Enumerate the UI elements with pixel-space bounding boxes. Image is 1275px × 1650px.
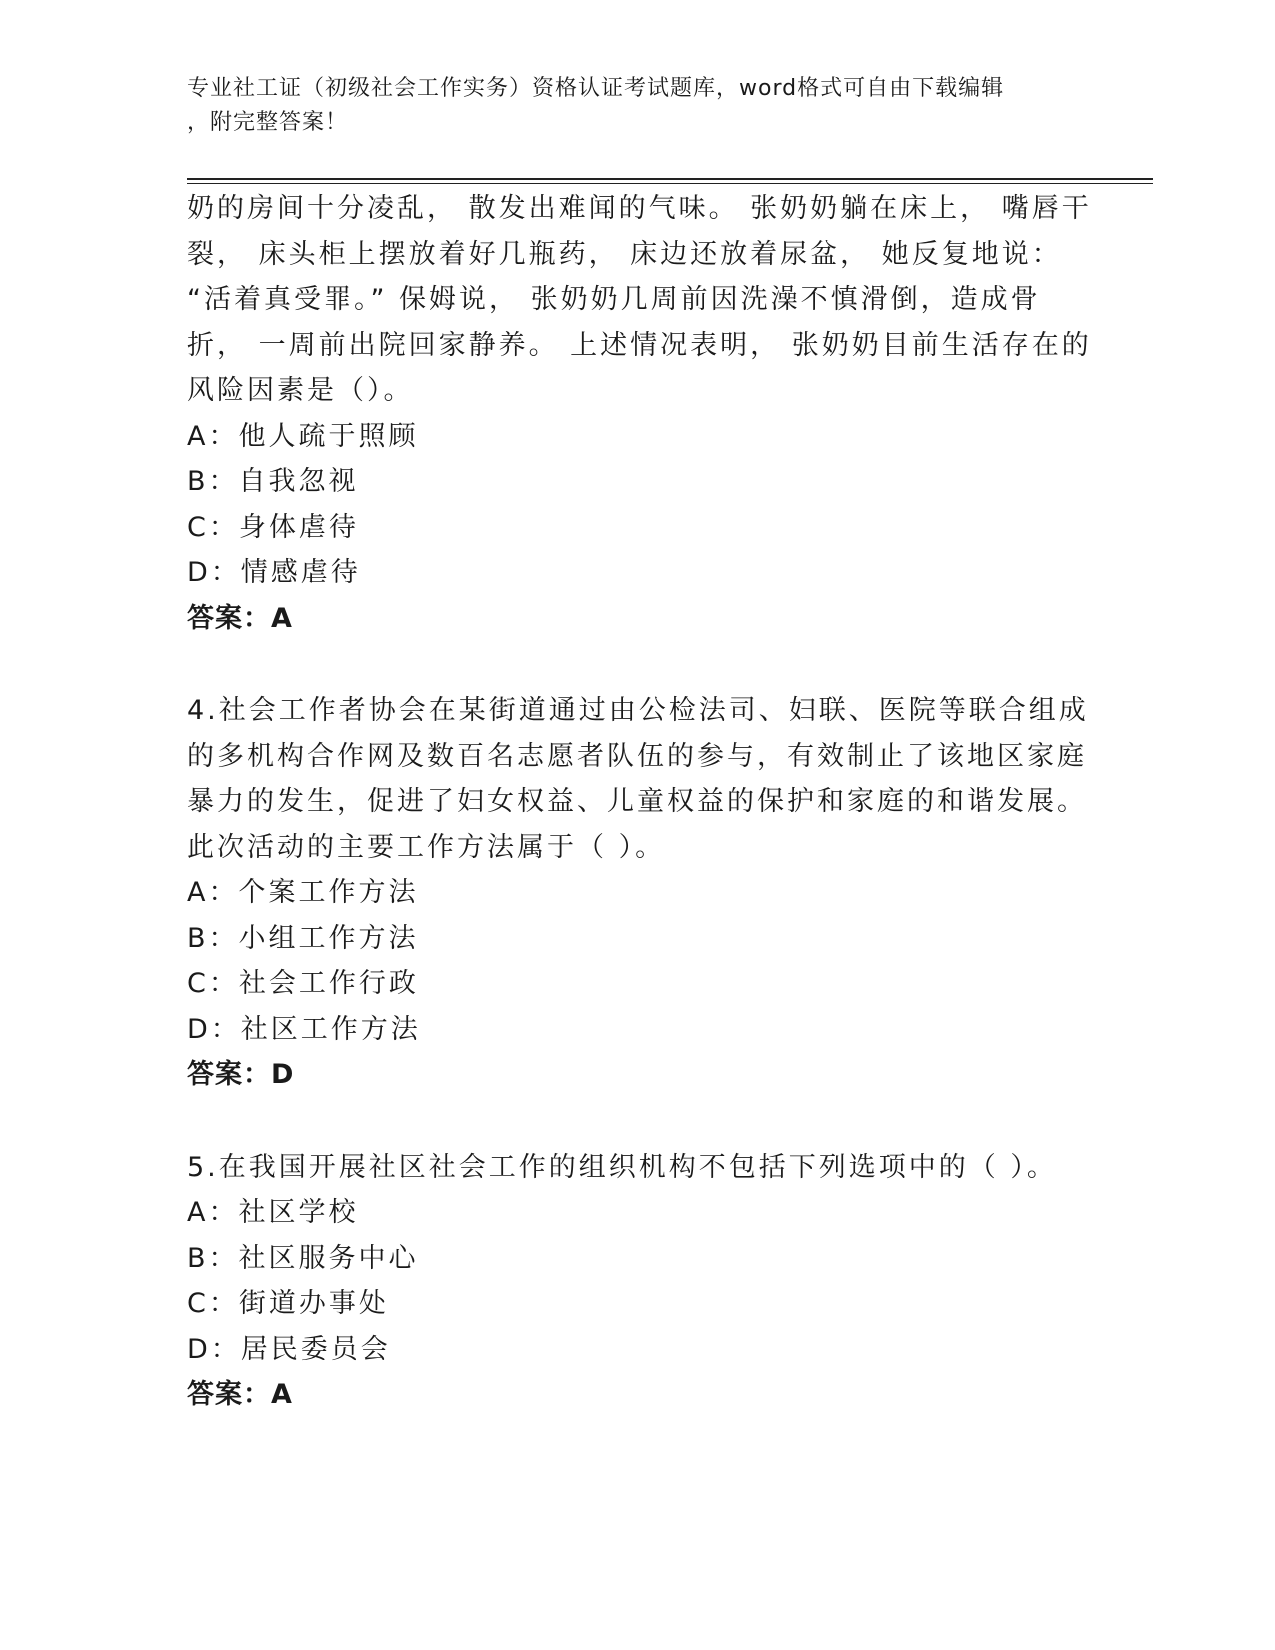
header-line-1: 专业社工证（初级社会工作实务）资格认证考试题库，word格式可自由下载编辑 — [187, 76, 1005, 101]
header-divider-thin — [187, 183, 1153, 184]
header-divider-thick — [187, 178, 1153, 180]
question-text-line: 4.社会工作者协会在某街道通过由公检法司、妇联、医院等联合组成 — [187, 695, 1089, 726]
question-text-line: 暴力的发生，促进了妇女权益、儿童权益的保护和家庭的和谐发展。 — [187, 786, 1087, 817]
option-a: A：个案工作方法 — [187, 877, 419, 908]
option-a: A：社区学校 — [187, 1197, 359, 1228]
option-c: C：街道办事处 — [187, 1288, 389, 1319]
document-body — [187, 186, 1092, 1418]
question-text-line: 风险因素是（）。 — [187, 375, 414, 406]
question-text-line: 奶的房间十分凌乱， 散发出难闻的气味。 张奶奶躺在床上， 嘴唇干 — [187, 193, 1092, 224]
question-text-line: 裂， 床头柜上摆放着好几瓶药， 床边还放着尿盆， 她反复地说： — [187, 238, 1062, 270]
option-d: D：情感虐待 — [187, 557, 361, 588]
answer-label: 答案：A — [187, 602, 293, 634]
option-b: B：社区服务中心 — [187, 1242, 419, 1274]
option-c: C：身体虐待 — [187, 511, 359, 543]
question-4 — [187, 688, 1087, 1098]
spacer — [187, 1098, 1087, 1145]
question-text-line: 的多机构合作网及数百名志愿者队伍的参与，有效制止了该地区家庭 — [187, 740, 1087, 772]
header-line-2: ，附完整答案！ — [187, 110, 349, 135]
option-d: D：社区工作方法 — [187, 1013, 421, 1045]
question-text-line: 5.在我国开展社区社会工作的组织机构不包括下列选项中的（ ）。 — [187, 1151, 1057, 1183]
answer-label: 答案：D — [187, 1059, 295, 1090]
question-3 — [187, 186, 1092, 641]
question-text-line: 折， 一周前出院回家静养。 上述情况表明， 张奶奶目前生活存在的 — [187, 329, 1092, 361]
page-header — [187, 72, 1067, 140]
question-5 — [187, 1145, 1087, 1418]
option-b: B：自我忽视 — [187, 466, 359, 497]
answer-label: 答案：A — [187, 1379, 293, 1410]
question-text-line: “活着真受罪。” 保姆说， 张奶奶几周前因洗澡不慎滑倒，造成骨 — [187, 284, 1041, 315]
option-b: B：小组工作方法 — [187, 922, 419, 954]
question-text-line: 此次活动的主要工作方法属于（ ）。 — [187, 831, 666, 863]
option-c: C：社会工作行政 — [187, 968, 419, 999]
option-d: D：居民委员会 — [187, 1333, 391, 1365]
spacer — [187, 641, 1087, 688]
option-a: A：他人疏于照顾 — [187, 420, 419, 452]
